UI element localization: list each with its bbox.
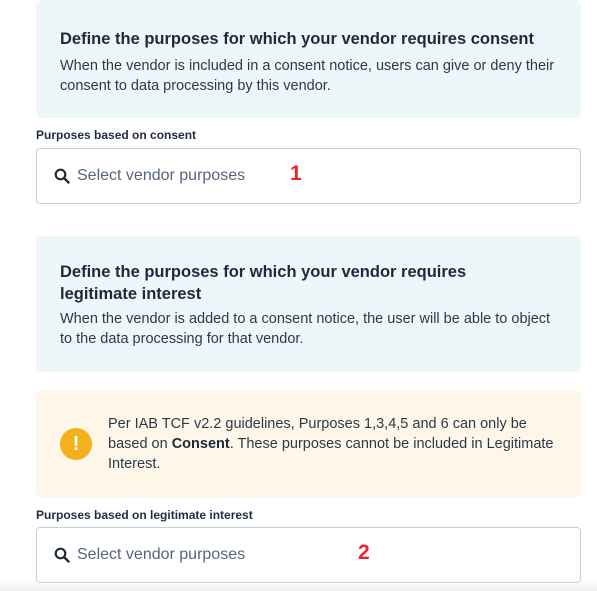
- legitimate-interest-section-title: Define the purposes for which your vendor requires legitimate interest: [60, 263, 467, 303]
- annotation-marker-1: 1: [290, 162, 302, 185]
- consent-purposes-select[interactable]: [36, 148, 581, 204]
- search-icon: [54, 168, 70, 184]
- consent-select-placeholder: Select vendor purposes: [77, 167, 246, 184]
- consent-purposes-label: Purposes based on consent: [36, 128, 197, 142]
- consent-section-description: When the vendor is included in a consent notice, users can give or deny their consent to data processing by this vendor.: [60, 58, 555, 94]
- consent-section-title: Define the purposes for which your vendor requires consent: [60, 30, 535, 48]
- legitimate-interest-purposes-select[interactable]: [36, 527, 581, 583]
- annotation-marker-2: 2: [358, 541, 370, 564]
- tcf-warning-box: [36, 390, 581, 498]
- legitimate-interest-section-description: When the vendor is added to a consent notice, the user will be able to object to the data processing for that vendor.: [60, 311, 551, 347]
- legitimate-interest-purposes-label: Purposes based on legitimate interest: [36, 508, 253, 522]
- tcf-warning-text: Per IAB TCF v2.2 guidelines, Purposes 1,3,4,5 and 6 can only be based on Consent. These purposes cannot be included in Legitimate Interest.: [108, 416, 554, 472]
- exclamation-icon: !: [60, 428, 92, 460]
- legitimate-interest-select-placeholder: Select vendor purposes: [77, 546, 246, 563]
- bottom-shadow: [0, 579, 597, 591]
- consent-info-box: [36, 0, 581, 118]
- legitimate-interest-info-box: [36, 236, 581, 372]
- search-icon: [54, 547, 70, 563]
